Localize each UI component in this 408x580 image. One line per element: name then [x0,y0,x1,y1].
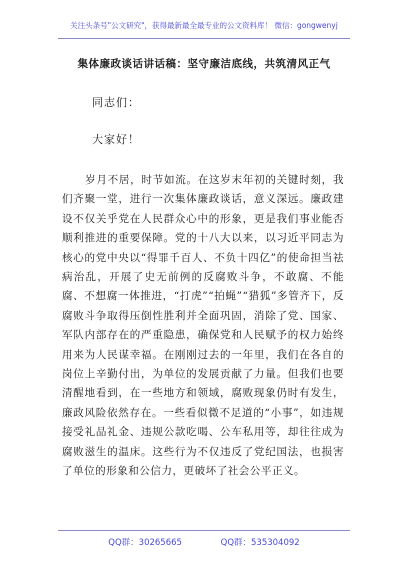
footer-qq-group-2: QQ群：535304092 [220,538,300,548]
body-paragraph: 岁月不居，时节如流。在这岁末年初的关键时刻，我们齐聚一堂，进行一次集体廉政谈话，意义深远。廉政建设不仅关乎党在人民群众心中的形象，更是我们事业能否顺利推进的重要保障。党的十八大以来，以习近平同志为核心的党中央以“得罪千百人、不负十四亿”的使命担当祛病治乱，开展了史无前例的反腐败斗争，不敢腐、不能腐、不想腐一体推进，“打虎”“拍蝇”“猎狐”多管齐下，反腐败斗争取得压倒性胜利并全面巩固，消除了党、国家、军队内部存在的严重隐患，确保党和人民赋予的权力始终用来为人民谋幸福。在刚刚过去的一年里，我们在各自的岗位上辛勤付出，为单位的发展贡献了力量。但我们也要清醒地看到，在一些地方和领域，腐败现象仍时有发生，廉政风险依然存在。一些看似微不足道的“小事”，如违规接受礼品礼金、违规公款吃喝、公车私用等，却往往成为腐败滋生的温床。这些行为不仅违反了党纪国法，也损害了单位的形象和公信力，更破坏了社会公平正义。 [62,174,344,478]
document-title: 集体廉政谈话讲话稿：坚守廉洁底线，共筑清风正气 [77,58,331,70]
greeting: 大家好！ [92,133,140,146]
header-divider [58,38,350,39]
footer-divider [58,530,350,531]
footer [0,536,408,548]
footer-qq-group-1: QQ群：30265665 [108,538,182,548]
salutation: 同志们： [92,96,140,109]
header-banner: 关注头条号"公文研究"，获得最新最全最专业的公文资料库！ 微信：gongwenyj [70,21,338,30]
